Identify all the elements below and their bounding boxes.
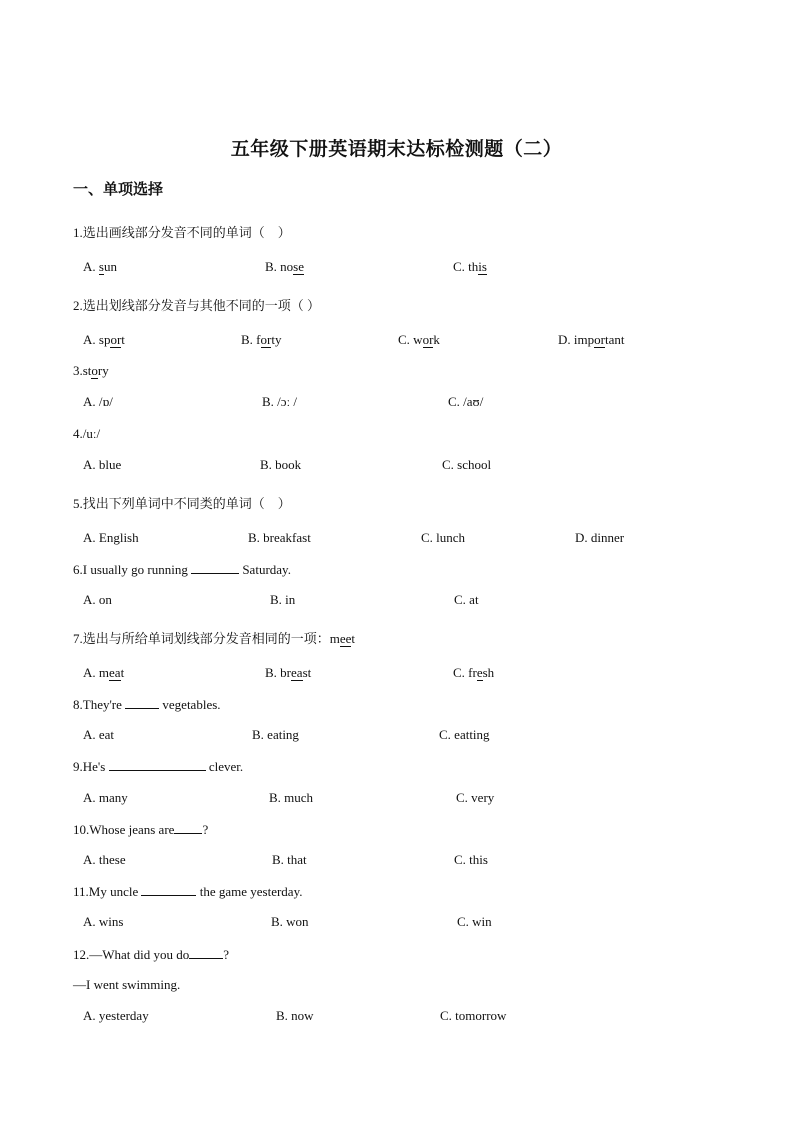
option-letter: B. bbox=[260, 457, 276, 472]
text-segment: fr bbox=[468, 665, 477, 680]
question-11-option-c bbox=[457, 914, 492, 930]
option-letter: C. bbox=[440, 1008, 456, 1023]
text-segment: t bbox=[120, 665, 125, 680]
option-letter: A. bbox=[83, 592, 99, 607]
option-letter: C. bbox=[448, 394, 464, 409]
text-segment: m bbox=[98, 665, 110, 680]
text-segment: imp bbox=[573, 332, 595, 347]
question-10-option-a bbox=[83, 852, 126, 868]
document-title: 五年级下册英语期末达标检测题（二） bbox=[230, 138, 563, 160]
question-10-stem bbox=[73, 821, 208, 838]
text-segment: 8.They're bbox=[73, 697, 126, 712]
underlined-segment: o bbox=[91, 363, 98, 378]
text-segment: won bbox=[286, 914, 309, 929]
text-segment: 9.He's bbox=[73, 759, 109, 774]
text-segment: /aʊ/ bbox=[463, 394, 484, 409]
question-2-option-d bbox=[558, 332, 624, 348]
question-2-option-a bbox=[83, 332, 125, 348]
text-segment: sh bbox=[482, 665, 495, 680]
text-segment: t bbox=[351, 631, 356, 646]
underlined-segment: is bbox=[478, 259, 487, 274]
answer-blank bbox=[174, 821, 202, 834]
option-letter: B. bbox=[272, 852, 288, 867]
option-letter: B. bbox=[248, 530, 264, 545]
text-segment: tant bbox=[604, 332, 625, 347]
option-letter: B. bbox=[241, 332, 257, 347]
question-12-stem-line-2: —I went swimming. bbox=[73, 977, 181, 992]
text-segment: sp bbox=[98, 332, 111, 347]
text-segment: win bbox=[472, 914, 492, 929]
option-letter: C. bbox=[442, 457, 458, 472]
question-5-stem bbox=[73, 493, 291, 512]
option-letter: A. bbox=[83, 457, 99, 472]
underlined-segment: e bbox=[476, 665, 483, 680]
underlined-segment: ea bbox=[291, 665, 303, 680]
option-letter: B. bbox=[276, 1008, 292, 1023]
option-letter: A. bbox=[83, 1008, 99, 1023]
option-letter: A. bbox=[83, 914, 99, 929]
text-segment: much bbox=[284, 790, 314, 805]
text-segment: vegetables. bbox=[159, 697, 221, 712]
text-segment: the game yesterday. bbox=[196, 884, 303, 899]
option-letter: C. bbox=[453, 259, 469, 274]
option-letter: C. bbox=[454, 592, 470, 607]
option-letter: B. bbox=[265, 665, 281, 680]
answer-blank bbox=[125, 696, 159, 709]
question-7-stem bbox=[73, 628, 355, 647]
text-segment: 4./uː/ bbox=[73, 426, 101, 441]
option-letter: A. bbox=[83, 259, 99, 274]
text-segment: English bbox=[98, 530, 139, 545]
underlined-segment: or bbox=[110, 332, 122, 347]
option-letter: D. bbox=[558, 332, 574, 347]
question-3-option-c bbox=[448, 394, 483, 410]
answer-blank bbox=[109, 758, 206, 771]
option-letter: C. bbox=[454, 852, 470, 867]
text-segment: yesterday bbox=[98, 1008, 149, 1023]
text-segment: Saturday. bbox=[239, 562, 291, 577]
question-12-stem bbox=[73, 946, 229, 963]
question-5-option-c bbox=[421, 530, 465, 546]
text-segment: br bbox=[280, 665, 292, 680]
question-8-option-b bbox=[252, 727, 299, 743]
underlined-segment: or bbox=[594, 332, 605, 347]
option-letter: A. bbox=[83, 394, 99, 409]
question-3-option-a bbox=[83, 394, 113, 410]
text-segment: 2.选出划线部分发音与其他不同的一项（ ） bbox=[73, 298, 321, 313]
text-segment: lunch bbox=[436, 530, 466, 545]
text-segment: 7.选出与所给单词划线部分发音相同的一项：m bbox=[73, 631, 340, 646]
text-segment: th bbox=[468, 259, 479, 274]
underlined-segment: ea bbox=[109, 665, 121, 680]
option-letter: B. bbox=[262, 394, 278, 409]
text-segment: 11.My uncle bbox=[73, 884, 142, 899]
question-10-option-c bbox=[454, 852, 488, 868]
text-segment: ty bbox=[271, 332, 282, 347]
question-11-stem bbox=[73, 883, 302, 900]
question-8-option-a bbox=[83, 727, 114, 743]
answer-blank bbox=[189, 946, 223, 959]
option-letter: C. bbox=[421, 530, 437, 545]
option-letter: B. bbox=[265, 259, 281, 274]
question-6-stem bbox=[73, 561, 291, 578]
question-3-stem bbox=[73, 363, 109, 379]
question-11-option-b bbox=[271, 914, 309, 930]
text-segment: now bbox=[291, 1008, 314, 1023]
text-segment: in bbox=[285, 592, 296, 607]
text-segment: w bbox=[413, 332, 423, 347]
text-segment: eatting bbox=[454, 727, 490, 742]
question-4-option-a bbox=[83, 457, 121, 473]
text-segment: ? bbox=[223, 947, 230, 962]
question-9-option-b bbox=[269, 790, 313, 806]
text-segment: dinner bbox=[590, 530, 625, 545]
text-segment: ? bbox=[202, 822, 209, 837]
text-segment: book bbox=[275, 457, 302, 472]
question-4-option-c bbox=[442, 457, 491, 473]
question-5-option-a bbox=[83, 530, 139, 546]
question-7-option-b bbox=[265, 665, 311, 681]
option-letter: C. bbox=[398, 332, 414, 347]
text-segment: these bbox=[98, 852, 126, 867]
question-6-option-b bbox=[270, 592, 295, 608]
option-letter: C. bbox=[457, 914, 473, 929]
text-segment: t bbox=[121, 332, 125, 347]
text-segment: very bbox=[471, 790, 495, 805]
question-5-option-d bbox=[575, 530, 624, 546]
underlined-segment: ee bbox=[339, 631, 352, 646]
text-segment: 5.找出下列单词中不同类的单词（ ） bbox=[73, 496, 291, 511]
text-segment: k bbox=[433, 332, 440, 347]
option-letter: B. bbox=[270, 592, 286, 607]
answer-blank bbox=[141, 883, 196, 896]
section-heading: 一、单项选择 bbox=[73, 180, 164, 198]
text-segment: eat bbox=[98, 727, 115, 742]
text-segment: /ɒ/ bbox=[98, 394, 113, 409]
underlined-segment: or bbox=[422, 332, 434, 347]
text-segment: blue bbox=[98, 457, 122, 472]
option-letter: A. bbox=[83, 727, 99, 742]
text-segment: un bbox=[103, 259, 117, 274]
option-letter: A. bbox=[83, 852, 99, 867]
underlined-segment: se bbox=[293, 259, 305, 274]
question-1-option-b bbox=[265, 259, 304, 275]
text-segment: 12.—What did you do bbox=[73, 947, 190, 962]
question-8-stem bbox=[73, 696, 221, 713]
text-segment: many bbox=[98, 790, 128, 805]
question-7-option-a bbox=[83, 665, 124, 681]
question-1-stem bbox=[73, 222, 291, 241]
question-6-option-a bbox=[83, 592, 112, 608]
text-segment: 10.Whose jeans are bbox=[73, 822, 175, 837]
text-segment: that bbox=[287, 852, 307, 867]
text-segment: no bbox=[280, 259, 294, 274]
question-9-stem bbox=[73, 758, 243, 775]
option-letter: C. bbox=[456, 790, 472, 805]
question-7-option-c bbox=[453, 665, 494, 681]
text-segment: /ɔː / bbox=[277, 394, 298, 409]
text-segment: tomorrow bbox=[455, 1008, 507, 1023]
question-12-option-b bbox=[276, 1008, 314, 1024]
text-segment: f bbox=[256, 332, 261, 347]
text-segment: school bbox=[457, 457, 492, 472]
question-1-option-a bbox=[83, 259, 117, 275]
question-9-option-a bbox=[83, 790, 128, 806]
question-12-option-a bbox=[83, 1008, 149, 1024]
answer-blank bbox=[191, 561, 239, 574]
question-9-option-c bbox=[456, 790, 494, 806]
question-8-option-c bbox=[439, 727, 490, 743]
option-letter: A. bbox=[83, 665, 99, 680]
text-segment: st bbox=[302, 665, 312, 680]
text-segment: clever. bbox=[205, 759, 244, 774]
option-letter: C. bbox=[453, 665, 469, 680]
text-segment: this bbox=[469, 852, 488, 867]
text-segment: 1.选出画线部分发音不同的单词（ ） bbox=[73, 225, 291, 240]
option-letter: A. bbox=[83, 790, 99, 805]
underlined-segment: s bbox=[98, 259, 104, 274]
text-segment: 3.st bbox=[73, 363, 92, 378]
option-letter: B. bbox=[252, 727, 268, 742]
text-segment: wins bbox=[98, 914, 124, 929]
question-11-option-a bbox=[83, 914, 123, 930]
text-segment: eating bbox=[267, 727, 299, 742]
text-segment: on bbox=[98, 592, 112, 607]
option-letter: D. bbox=[575, 530, 591, 545]
question-5-option-b bbox=[248, 530, 311, 546]
option-letter: C. bbox=[439, 727, 455, 742]
question-2-option-b bbox=[241, 332, 281, 348]
question-12-option-c bbox=[440, 1008, 506, 1024]
question-2-stem bbox=[73, 295, 320, 314]
option-letter: B. bbox=[269, 790, 285, 805]
question-10-option-b bbox=[272, 852, 307, 868]
text-segment: 6.I usually go running bbox=[73, 562, 192, 577]
question-2-option-c bbox=[398, 332, 440, 348]
option-letter: B. bbox=[271, 914, 287, 929]
question-4-stem bbox=[73, 426, 100, 442]
text-segment: at bbox=[469, 592, 479, 607]
question-3-option-b bbox=[262, 394, 297, 410]
question-4-option-b bbox=[260, 457, 301, 473]
underlined-segment: or bbox=[260, 332, 272, 347]
option-letter: A. bbox=[83, 332, 99, 347]
text-segment: ry bbox=[97, 363, 109, 378]
question-1-option-c bbox=[453, 259, 487, 275]
text-segment: breakfast bbox=[263, 530, 311, 545]
option-letter: A. bbox=[83, 530, 99, 545]
question-6-option-c bbox=[454, 592, 479, 608]
